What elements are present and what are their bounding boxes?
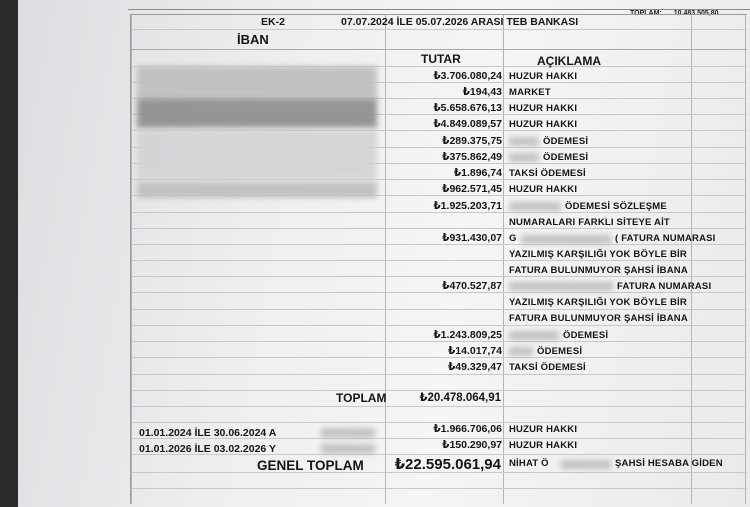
- amount-cell: ₺150.290,97: [442, 439, 502, 451]
- amount-cell: ₺375.862,49: [442, 151, 502, 163]
- redacted-text: [521, 235, 611, 244]
- desc-cell: HUZUR HAKKI: [509, 119, 578, 130]
- desc-cell: TAKSİ ÖDEMESİ: [509, 168, 586, 179]
- redacted-text: [509, 202, 561, 211]
- period-row-label: 01.01.2024 İLE 30.06.2024 A: [139, 427, 277, 439]
- redacted-text: [509, 137, 539, 146]
- amount-cell: ₺1.243.809,25: [433, 329, 502, 341]
- amount-cell: ₺289.375,75: [442, 135, 502, 147]
- sheet-title: 07.07.2024 İLE 05.07.2026 ARASI TEB BANKASI: [341, 16, 579, 28]
- desc-cell: HUZUR HAKKI: [509, 440, 578, 451]
- col-header-desc: AÇIKLAMA: [537, 54, 601, 68]
- amount-cell: ₺470.527,87: [442, 280, 502, 292]
- desc-cell: FATURA BULUNMUYOR ŞAHSİ İBANA: [509, 265, 688, 276]
- redacted-text: [509, 347, 533, 356]
- desc-cell: YAZILMIŞ KARŞILIĞI YOK BÖYLE BİR: [509, 249, 687, 260]
- col-header-amount: TUTAR: [421, 52, 461, 66]
- col-header-iban: İBAN: [237, 32, 269, 47]
- desc-cell: HUZUR HAKKI: [509, 103, 578, 114]
- amount-cell: ₺931.430,07: [442, 232, 502, 244]
- amount-cell: ₺1.925.203,71: [433, 200, 502, 212]
- desc-cell: HUZUR HAKKI: [509, 424, 578, 435]
- period-row-label: 01.01.2026 İLE 03.02.2026 Y: [139, 443, 277, 455]
- desc-cell: FATURA BULUNMUYOR ŞAHSİ İBANA: [509, 313, 688, 324]
- desc-cell: HUZUR HAKKI: [509, 71, 578, 82]
- amount-cell: ₺49.329,47: [447, 361, 502, 373]
- desc-cell: NUMARALARI FARKLI SİTEYE AİT: [509, 217, 670, 228]
- desc-cell: HUZUR HAKKI: [509, 184, 578, 195]
- desc-cell: ÖDEMESİ: [537, 346, 583, 357]
- desc-cell: YAZILMIŞ KARŞILIĞI YOK BÖYLE BİR: [509, 297, 687, 308]
- amount-cell: ₺1.966.706,06: [433, 423, 502, 435]
- redacted-text: [561, 460, 611, 469]
- amount-cell: ₺4.849.089,57: [433, 118, 502, 130]
- amount-cell: ₺962.571,45: [442, 183, 502, 195]
- desc-cell: ( FATURA NUMARASI: [615, 233, 716, 244]
- desc-cell: TAKSİ ÖDEMESİ: [509, 362, 586, 373]
- desc-cell: ÖDEMESİ: [563, 330, 609, 341]
- subtotal-amount: ₺20.478.064,91: [419, 392, 501, 404]
- monitor-screen: [18, 0, 750, 507]
- desc-cell: FATURA NUMARASI: [617, 281, 712, 292]
- redacted-text: [509, 331, 559, 340]
- redacted-text: [509, 153, 539, 162]
- desc-cell: NİHAT Ö: [509, 458, 549, 469]
- desc-cell: MARKET: [509, 87, 551, 98]
- grand-total-amount: ₺22.595.061,94: [394, 456, 501, 473]
- amount-cell: ₺1.896,74: [453, 167, 502, 179]
- grand-total-label: GENEL TOPLAM: [257, 458, 364, 473]
- amount-cell: ₺5.658.676,13: [433, 102, 502, 114]
- desc-cell: ÖDEMESİ: [543, 152, 589, 163]
- desc-cell: G: [509, 233, 517, 244]
- spreadsheet: [130, 14, 747, 504]
- desc-cell: ÖDEMESİ SÖZLEŞME: [565, 201, 667, 212]
- amount-cell: ₺3.706.080,24: [433, 70, 502, 82]
- sheet-code: EK-2: [261, 16, 285, 28]
- amount-cell: ₺194,43: [462, 86, 502, 98]
- redacted-text: [509, 282, 613, 291]
- desc-cell: ÖDEMESİ: [543, 136, 589, 147]
- subtotal-label: TOPLAM: [336, 391, 387, 405]
- desc-cell: ŞAHSİ HESABA GİDEN: [615, 458, 723, 469]
- amount-cell: ₺14.017,74: [447, 345, 502, 357]
